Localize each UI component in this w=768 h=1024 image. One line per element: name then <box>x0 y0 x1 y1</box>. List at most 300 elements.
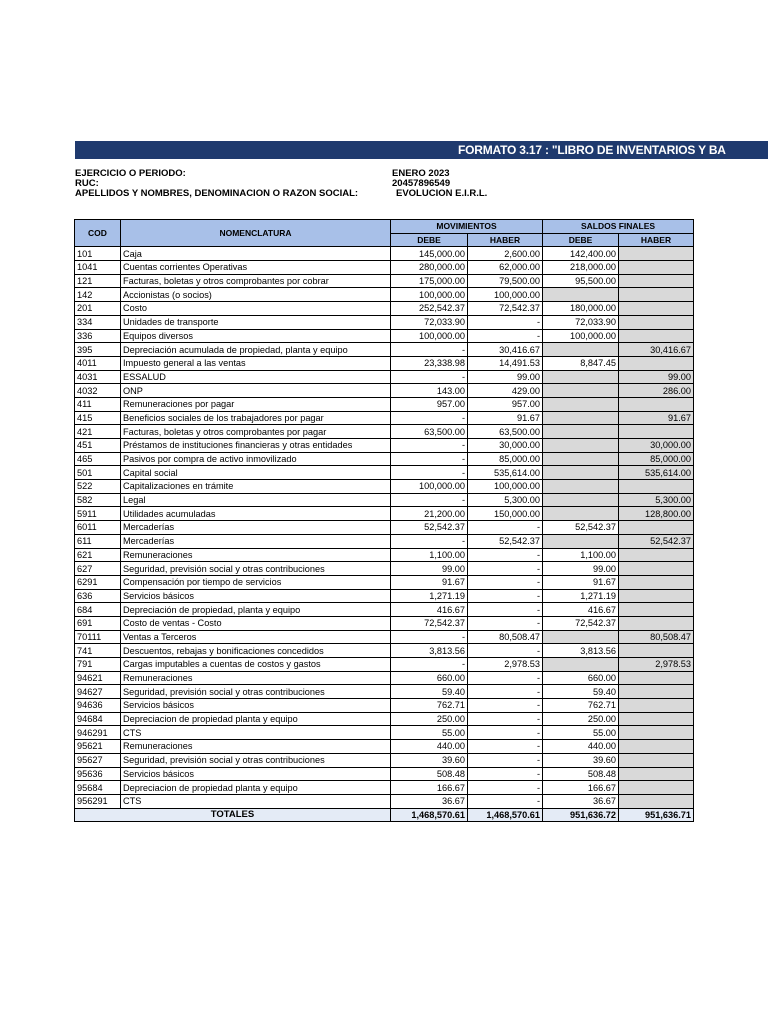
cell-nomenclatura: CTS <box>121 726 391 740</box>
cell-mov-haber: 52,542.37 <box>468 534 543 548</box>
cell-saldo-haber <box>619 671 694 685</box>
cell-mov-haber: - <box>468 726 543 740</box>
cell-mov-haber: 72,542.37 <box>468 302 543 316</box>
cell-cod: 95627 <box>75 753 121 767</box>
cell-mov-debe: 55.00 <box>391 726 468 740</box>
cell-saldo-haber: 80,508.47 <box>619 630 694 644</box>
cell-mov-haber: 429.00 <box>468 384 543 398</box>
cell-mov-haber: - <box>468 699 543 713</box>
cell-mov-debe: 1,100.00 <box>391 548 468 562</box>
table-row <box>75 466 694 480</box>
cell-saldo-haber <box>619 699 694 713</box>
cell-nomenclatura: Descuentos, rebajas y bonificaciones concedidos <box>121 644 391 658</box>
cell-cod: 121 <box>75 274 121 288</box>
cell-saldo-haber <box>619 274 694 288</box>
cell-saldo-debe: 416.67 <box>543 603 619 617</box>
table-row <box>75 794 694 808</box>
cell-saldo-haber <box>619 288 694 302</box>
cell-saldo-haber <box>619 315 694 329</box>
table-row <box>75 712 694 726</box>
cell-cod: 5911 <box>75 507 121 521</box>
cell-nomenclatura: Ventas a Terceros <box>121 630 391 644</box>
table-row <box>75 671 694 685</box>
cell-saldo-debe: 52,542.37 <box>543 521 619 535</box>
cell-nomenclatura: Capital social <box>121 466 391 480</box>
cell-saldo-haber <box>619 753 694 767</box>
cell-nomenclatura: Facturas, boletas y otros comprobantes por pagar <box>121 425 391 439</box>
periodo-value: ENERO 2023 <box>392 168 450 179</box>
cell-saldo-debe: 3,813.56 <box>543 644 619 658</box>
cell-cod: 956291 <box>75 794 121 808</box>
cell-saldo-haber <box>619 644 694 658</box>
cell-saldo-haber: 91.67 <box>619 411 694 425</box>
table-row <box>75 315 694 329</box>
cell-mov-haber: - <box>468 794 543 808</box>
cell-saldo-haber <box>619 685 694 699</box>
cell-nomenclatura: Beneficios sociales de los trabajadores por pagar <box>121 411 391 425</box>
cell-mov-debe: - <box>391 658 468 672</box>
table-row <box>75 767 694 781</box>
cell-mov-haber: - <box>468 781 543 795</box>
razon-social-label: APELLIDOS Y NOMBRES, DENOMINACION O RAZON SOCIAL: <box>75 188 359 199</box>
cell-saldo-haber <box>619 767 694 781</box>
cell-mov-haber: - <box>468 329 543 343</box>
cell-mov-debe: 143.00 <box>391 384 468 398</box>
cell-saldo-haber: 286.00 <box>619 384 694 398</box>
ledger-body <box>75 247 694 808</box>
cell-nomenclatura: Facturas, boletas y otros comprobantes por cobrar <box>121 274 391 288</box>
table-row <box>75 384 694 398</box>
cell-nomenclatura: Depreciacion de propiedad planta y equipo <box>121 781 391 795</box>
cell-mov-debe: 100,000.00 <box>391 329 468 343</box>
cell-nomenclatura: Remuneraciones por pagar <box>121 397 391 411</box>
table-row <box>75 781 694 795</box>
cell-saldo-haber <box>619 740 694 754</box>
cell-mov-debe: 91.67 <box>391 575 468 589</box>
cell-saldo-debe <box>543 480 619 494</box>
cell-mov-debe: 21,200.00 <box>391 507 468 521</box>
saldos-finales-header: SALDOS FINALES <box>543 220 694 234</box>
table-row <box>75 411 694 425</box>
cell-saldo-haber <box>619 562 694 576</box>
cell-cod: 415 <box>75 411 121 425</box>
cell-mov-debe: 100,000.00 <box>391 480 468 494</box>
cell-cod: 95684 <box>75 781 121 795</box>
table-row <box>75 356 694 370</box>
razon-social-value: EVOLUCION E.I.R.L. <box>396 188 488 199</box>
cell-cod: 94636 <box>75 699 121 713</box>
table-row <box>75 589 694 603</box>
cell-saldo-debe: 36.67 <box>543 794 619 808</box>
cell-saldo-haber <box>619 397 694 411</box>
cell-mov-haber: - <box>468 315 543 329</box>
cell-mov-debe: - <box>391 630 468 644</box>
cell-saldo-haber <box>619 247 694 261</box>
cell-saldo-haber <box>619 712 694 726</box>
cell-mov-haber: - <box>468 616 543 630</box>
cell-mov-haber: 91.67 <box>468 411 543 425</box>
cell-mov-haber: 2,600.00 <box>468 247 543 261</box>
table-row <box>75 699 694 713</box>
cell-cod: 4031 <box>75 370 121 384</box>
cell-mov-debe: 39.60 <box>391 753 468 767</box>
cell-mov-debe: - <box>391 493 468 507</box>
cell-mov-debe: 59.40 <box>391 685 468 699</box>
cell-cod: 451 <box>75 439 121 453</box>
cell-cod: 691 <box>75 616 121 630</box>
cell-mov-haber: 2,978.53 <box>468 658 543 672</box>
cell-mov-debe: - <box>391 466 468 480</box>
format-banner <box>75 141 768 159</box>
cell-mov-haber: - <box>468 671 543 685</box>
periodo-label: EJERCICIO O PERIODO: <box>75 168 186 179</box>
cell-nomenclatura: Utilidades acumuladas <box>121 507 391 521</box>
cell-saldo-debe: 762.71 <box>543 699 619 713</box>
cell-mov-haber: 80,508.47 <box>468 630 543 644</box>
table-row <box>75 493 694 507</box>
cell-saldo-haber <box>619 356 694 370</box>
cell-nomenclatura: Préstamos de instituciones financieras y otras entidades <box>121 439 391 453</box>
mov-haber-header: HABER <box>468 233 543 247</box>
cell-nomenclatura: Mercaderías <box>121 534 391 548</box>
cell-saldo-debe: 55.00 <box>543 726 619 740</box>
cell-saldo-debe: 59.40 <box>543 685 619 699</box>
mov-debe-header: DEBE <box>391 233 468 247</box>
cell-saldo-haber <box>619 575 694 589</box>
cell-cod: 6291 <box>75 575 121 589</box>
cell-saldo-debe <box>543 370 619 384</box>
cell-cod: 791 <box>75 658 121 672</box>
table-row <box>75 288 694 302</box>
cell-mov-haber: 100,000.00 <box>468 480 543 494</box>
cell-nomenclatura: Servicios básicos <box>121 589 391 603</box>
ruc-value: 20457896549 <box>392 178 451 189</box>
cell-saldo-haber <box>619 302 694 316</box>
cell-cod: 334 <box>75 315 121 329</box>
cell-saldo-debe: 440.00 <box>543 740 619 754</box>
cell-mov-haber: - <box>468 562 543 576</box>
cell-nomenclatura: Seguridad, previsión social y otras contribuciones <box>121 753 391 767</box>
cell-saldo-debe <box>543 384 619 398</box>
cell-mov-haber: - <box>468 753 543 767</box>
cell-mov-debe: - <box>391 411 468 425</box>
cell-saldo-debe <box>543 452 619 466</box>
cell-mov-debe: 52,542.37 <box>391 521 468 535</box>
cell-nomenclatura: Cargas imputables a cuentas de costos y gastos <box>121 658 391 672</box>
cell-nomenclatura: CTS <box>121 794 391 808</box>
cell-cod: 101 <box>75 247 121 261</box>
table-row <box>75 247 694 261</box>
cell-cod: 6011 <box>75 521 121 535</box>
cell-mov-debe: 145,000.00 <box>391 247 468 261</box>
cell-mov-haber: - <box>468 685 543 699</box>
cell-cod: 4032 <box>75 384 121 398</box>
cell-saldo-debe: 99.00 <box>543 562 619 576</box>
cell-mov-debe: 250.00 <box>391 712 468 726</box>
cell-mov-debe: 23,338.98 <box>391 356 468 370</box>
cell-saldo-haber <box>619 548 694 562</box>
cell-saldo-debe: 660.00 <box>543 671 619 685</box>
cell-saldo-debe: 72,542.37 <box>543 616 619 630</box>
cell-mov-debe: 63,500.00 <box>391 425 468 439</box>
table-row <box>75 274 694 288</box>
cell-nomenclatura: Legal <box>121 493 391 507</box>
cell-saldo-debe <box>543 343 619 357</box>
cell-saldo-haber: 128,800.00 <box>619 507 694 521</box>
cell-mov-haber: 535,614.00 <box>468 466 543 480</box>
cell-mov-haber: 63,500.00 <box>468 425 543 439</box>
cell-saldo-debe: 8,847.45 <box>543 356 619 370</box>
cell-saldo-debe <box>543 411 619 425</box>
cell-saldo-haber <box>619 589 694 603</box>
cell-nomenclatura: Costo <box>121 302 391 316</box>
table-row <box>75 616 694 630</box>
cell-mov-haber: - <box>468 603 543 617</box>
table-row <box>75 562 694 576</box>
table-row <box>75 370 694 384</box>
table-row <box>75 534 694 548</box>
cell-saldo-haber <box>619 480 694 494</box>
total-saldo-debe: 951,636.72 <box>543 808 619 822</box>
cell-nomenclatura: Cuentas corrientes Operativas <box>121 261 391 275</box>
table-row <box>75 753 694 767</box>
cell-cod: 142 <box>75 288 121 302</box>
cod-header: COD <box>75 220 121 247</box>
cell-saldo-haber <box>619 603 694 617</box>
totals-label: TOTALES <box>75 808 391 822</box>
cell-cod: 501 <box>75 466 121 480</box>
cell-mov-haber: 957.00 <box>468 397 543 411</box>
table-row <box>75 343 694 357</box>
table-row <box>75 397 694 411</box>
cell-cod: 336 <box>75 329 121 343</box>
cell-mov-haber: - <box>468 767 543 781</box>
cell-mov-debe: 3,813.56 <box>391 644 468 658</box>
cell-cod: 95621 <box>75 740 121 754</box>
cell-cod: 411 <box>75 397 121 411</box>
table-row <box>75 480 694 494</box>
table-row <box>75 740 694 754</box>
cell-nomenclatura: Costo de ventas - Costo <box>121 616 391 630</box>
cell-cod: 582 <box>75 493 121 507</box>
cell-cod: 70111 <box>75 630 121 644</box>
cell-mov-debe: 175,000.00 <box>391 274 468 288</box>
cell-saldo-debe <box>543 425 619 439</box>
cell-mov-haber: - <box>468 589 543 603</box>
cell-nomenclatura: Mercaderías <box>121 521 391 535</box>
cell-mov-debe: 36.67 <box>391 794 468 808</box>
format-title: FORMATO 3.17 : "LIBRO DE INVENTARIOS Y BA <box>458 143 726 157</box>
cell-nomenclatura: Depreciación acumulada de propiedad, planta y equipo <box>121 343 391 357</box>
cell-saldo-debe <box>543 439 619 453</box>
cell-nomenclatura: Unidades de transporte <box>121 315 391 329</box>
cell-nomenclatura: Capitalizaciones en trámite <box>121 480 391 494</box>
table-row <box>75 685 694 699</box>
cell-mov-debe: - <box>391 534 468 548</box>
cell-mov-debe: 440.00 <box>391 740 468 754</box>
cell-cod: 636 <box>75 589 121 603</box>
cell-nomenclatura: Depreciacion de propiedad planta y equipo <box>121 712 391 726</box>
cell-cod: 1041 <box>75 261 121 275</box>
table-row <box>75 548 694 562</box>
cell-saldo-debe: 250.00 <box>543 712 619 726</box>
cell-nomenclatura: Remuneraciones <box>121 548 391 562</box>
cell-cod: 421 <box>75 425 121 439</box>
cell-saldo-haber: 2,978.53 <box>619 658 694 672</box>
nomenclatura-header: NOMENCLATURA <box>121 220 391 247</box>
cell-saldo-debe: 95,500.00 <box>543 274 619 288</box>
cell-saldo-debe <box>543 288 619 302</box>
cell-saldo-haber <box>619 794 694 808</box>
cell-mov-debe: 416.67 <box>391 603 468 617</box>
cell-saldo-haber: 85,000.00 <box>619 452 694 466</box>
cell-saldo-debe: 1,100.00 <box>543 548 619 562</box>
cell-mov-debe: 660.00 <box>391 671 468 685</box>
total-mov-haber: 1,468,570.61 <box>468 808 543 822</box>
cell-nomenclatura: ONP <box>121 384 391 398</box>
cell-nomenclatura: Accionistas (o socios) <box>121 288 391 302</box>
cell-saldo-debe <box>543 466 619 480</box>
ruc-label: RUC: <box>75 178 99 189</box>
cell-mov-haber: 62,000.00 <box>468 261 543 275</box>
cell-nomenclatura: Remuneraciones <box>121 671 391 685</box>
cell-saldo-haber: 5,300.00 <box>619 493 694 507</box>
cell-mov-haber: 14,491.53 <box>468 356 543 370</box>
cell-saldo-debe <box>543 397 619 411</box>
cell-mov-debe: 166.67 <box>391 781 468 795</box>
cell-mov-debe: 508.48 <box>391 767 468 781</box>
table-row <box>75 575 694 589</box>
cell-saldo-haber <box>619 425 694 439</box>
cell-cod: 94684 <box>75 712 121 726</box>
cell-cod: 621 <box>75 548 121 562</box>
cell-mov-debe: 99.00 <box>391 562 468 576</box>
table-row <box>75 439 694 453</box>
cell-cod: 627 <box>75 562 121 576</box>
cell-mov-debe: 762.71 <box>391 699 468 713</box>
cell-cod: 946291 <box>75 726 121 740</box>
cell-mov-debe: - <box>391 343 468 357</box>
cell-mov-haber: - <box>468 521 543 535</box>
cell-mov-debe: 72,542.37 <box>391 616 468 630</box>
cell-saldo-debe <box>543 658 619 672</box>
cell-cod: 95636 <box>75 767 121 781</box>
cell-mov-haber: - <box>468 548 543 562</box>
cell-cod: 94621 <box>75 671 121 685</box>
cell-saldo-debe: 72,033.90 <box>543 315 619 329</box>
table-row <box>75 726 694 740</box>
saldo-haber-header: HABER <box>619 233 694 247</box>
table-row <box>75 630 694 644</box>
total-mov-debe: 1,468,570.61 <box>391 808 468 822</box>
cell-saldo-debe: 91.67 <box>543 575 619 589</box>
cell-saldo-haber <box>619 261 694 275</box>
cell-nomenclatura: Remuneraciones <box>121 740 391 754</box>
cell-cod: 522 <box>75 480 121 494</box>
cell-saldo-haber <box>619 521 694 535</box>
cell-nomenclatura: ESSALUD <box>121 370 391 384</box>
cell-saldo-debe: 508.48 <box>543 767 619 781</box>
total-saldo-haber: 951,636.71 <box>619 808 694 822</box>
cell-mov-debe: 1,271.19 <box>391 589 468 603</box>
cell-saldo-debe: 218,000.00 <box>543 261 619 275</box>
cell-nomenclatura: Caja <box>121 247 391 261</box>
cell-saldo-haber <box>619 329 694 343</box>
cell-nomenclatura: Servicios básicos <box>121 767 391 781</box>
cell-saldo-haber <box>619 726 694 740</box>
inventory-balance-table <box>74 219 694 822</box>
cell-saldo-haber: 30,000.00 <box>619 439 694 453</box>
cell-cod: 201 <box>75 302 121 316</box>
cell-cod: 94627 <box>75 685 121 699</box>
cell-nomenclatura: Depreciación de propiedad, planta y equipo <box>121 603 391 617</box>
table-row <box>75 452 694 466</box>
table-row <box>75 302 694 316</box>
table-row <box>75 261 694 275</box>
cell-saldo-debe: 1,271.19 <box>543 589 619 603</box>
cell-nomenclatura: Equipos diversos <box>121 329 391 343</box>
cell-mov-haber: 100,000.00 <box>468 288 543 302</box>
totals-row <box>75 808 694 822</box>
cell-saldo-debe: 142,400.00 <box>543 247 619 261</box>
cell-mov-debe: 72,033.90 <box>391 315 468 329</box>
cell-saldo-haber: 52,542.37 <box>619 534 694 548</box>
cell-mov-haber: 79,500.00 <box>468 274 543 288</box>
cell-mov-debe: 252,542.37 <box>391 302 468 316</box>
cell-mov-haber: 150,000.00 <box>468 507 543 521</box>
table-row <box>75 425 694 439</box>
cell-saldo-haber: 535,614.00 <box>619 466 694 480</box>
cell-mov-debe: - <box>391 452 468 466</box>
saldo-debe-header: DEBE <box>543 233 619 247</box>
cell-saldo-haber: 30,416.67 <box>619 343 694 357</box>
cell-cod: 465 <box>75 452 121 466</box>
cell-saldo-debe <box>543 630 619 644</box>
cell-saldo-haber <box>619 616 694 630</box>
table-row <box>75 521 694 535</box>
cell-saldo-debe: 180,000.00 <box>543 302 619 316</box>
cell-saldo-debe <box>543 493 619 507</box>
cell-mov-haber: - <box>468 575 543 589</box>
cell-nomenclatura: Servicios básicos <box>121 699 391 713</box>
cell-mov-haber: - <box>468 712 543 726</box>
cell-mov-debe: 280,000.00 <box>391 261 468 275</box>
table-row <box>75 507 694 521</box>
table-row <box>75 603 694 617</box>
cell-cod: 611 <box>75 534 121 548</box>
cell-nomenclatura: Seguridad, previsión social y otras contribuciones <box>121 562 391 576</box>
cell-mov-haber: 5,300.00 <box>468 493 543 507</box>
cell-saldo-debe: 166.67 <box>543 781 619 795</box>
cell-mov-haber: 30,416.67 <box>468 343 543 357</box>
movimientos-header: MOVIMIENTOS <box>391 220 543 234</box>
cell-saldo-haber: 99.00 <box>619 370 694 384</box>
cell-mov-debe: - <box>391 370 468 384</box>
cell-cod: 395 <box>75 343 121 357</box>
cell-mov-haber: 30,000.00 <box>468 439 543 453</box>
table-row <box>75 644 694 658</box>
cell-mov-haber: 99.00 <box>468 370 543 384</box>
cell-saldo-debe: 100,000.00 <box>543 329 619 343</box>
cell-nomenclatura: Impuesto general a las ventas <box>121 356 391 370</box>
cell-cod: 741 <box>75 644 121 658</box>
cell-nomenclatura: Pasivos por compra de activo inmovilizado <box>121 452 391 466</box>
cell-cod: 4011 <box>75 356 121 370</box>
cell-mov-haber: - <box>468 740 543 754</box>
cell-mov-debe: 100,000.00 <box>391 288 468 302</box>
cell-saldo-debe <box>543 507 619 521</box>
cell-mov-haber: 85,000.00 <box>468 452 543 466</box>
